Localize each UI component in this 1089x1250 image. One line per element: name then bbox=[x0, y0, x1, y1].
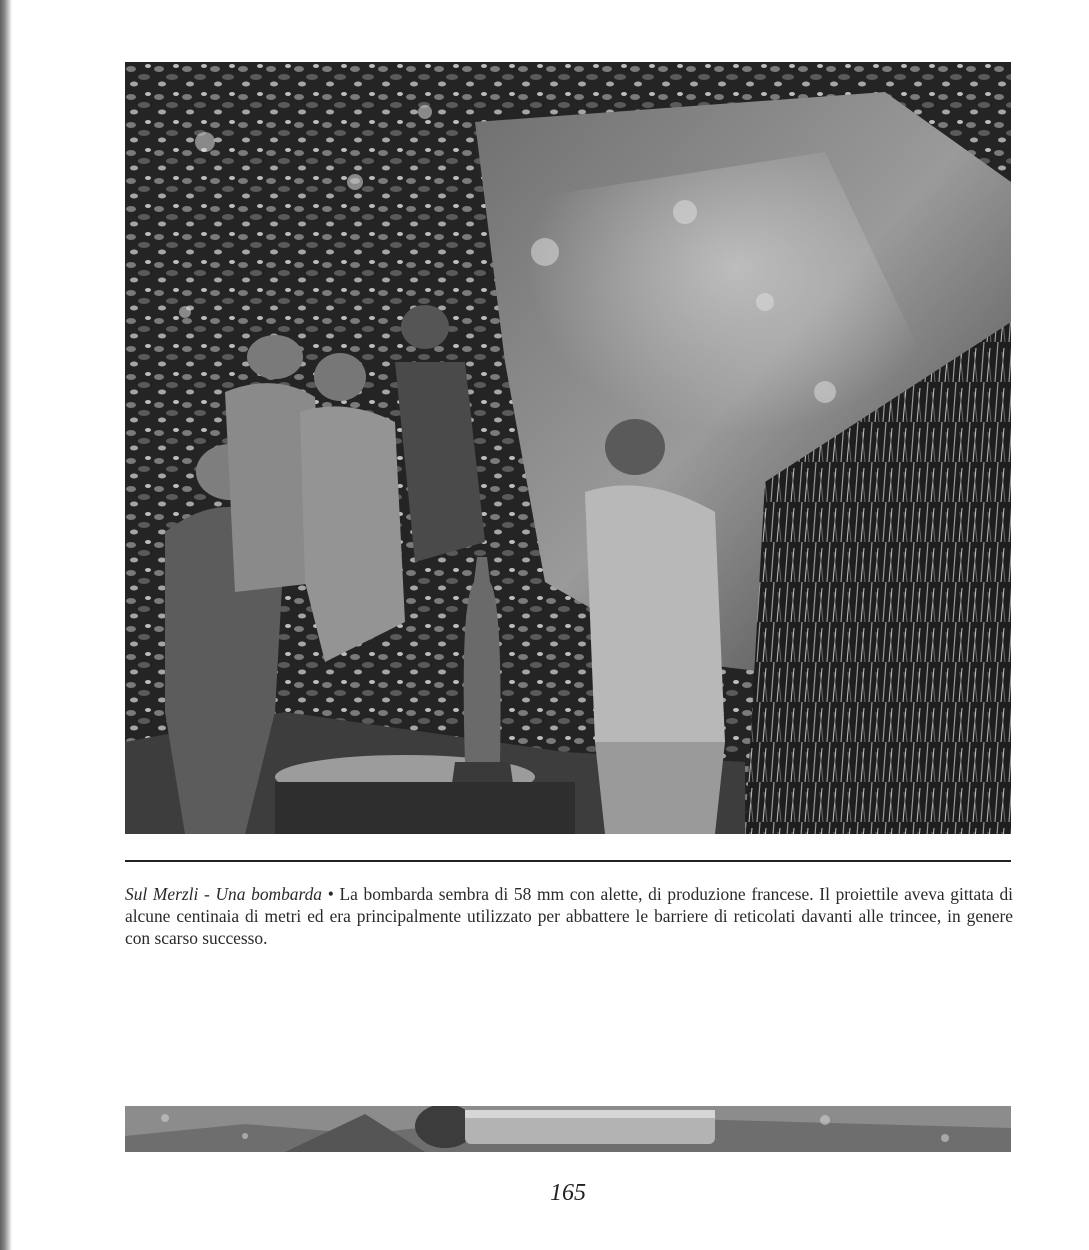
page-number: 165 bbox=[550, 1180, 586, 1206]
scan-edge bbox=[0, 0, 12, 1250]
main-photograph bbox=[125, 62, 1011, 834]
bottom-photo-strip bbox=[125, 1106, 1011, 1152]
caption-rule bbox=[125, 860, 1011, 862]
caption-title: Sul Merzli - Una bombarda bbox=[125, 884, 322, 904]
photo-caption bbox=[125, 883, 1013, 949]
strip-illustration bbox=[125, 1106, 1011, 1152]
photo-illustration bbox=[125, 62, 1011, 834]
caption-body: La bombarda sembra di 58 mm con alette, di produzione francese. Il proiettile aveva gittata di alcune centinaia di metri ed era principalmente utilizzato per abbattere le barriere di reticolati davanti alle trincee, in genere con scarso successo. bbox=[125, 884, 1013, 948]
caption-separator: • bbox=[327, 884, 334, 904]
